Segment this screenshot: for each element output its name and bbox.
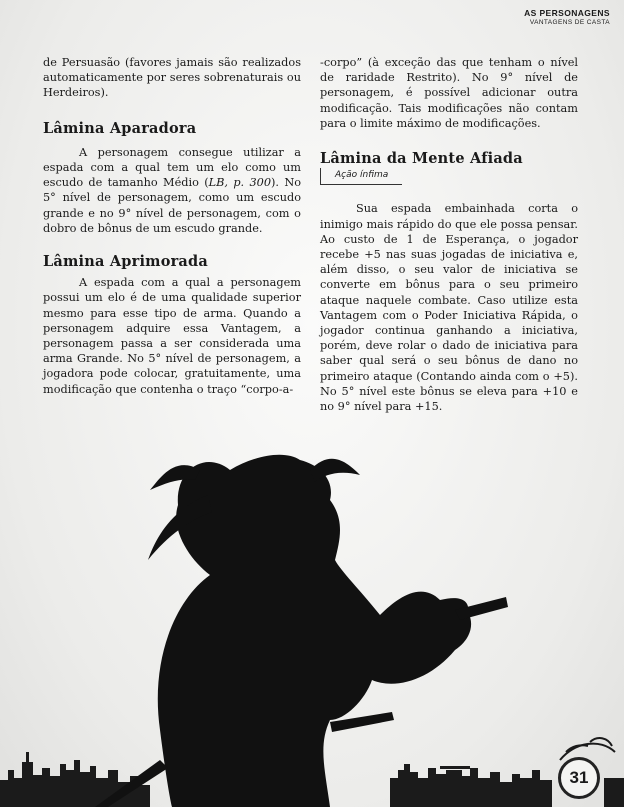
intro-paragraph: de Persuasão (favores jamais são realizados automaticamente por seres sobrenaturais ou Herdeiros). xyxy=(43,56,301,100)
section-title-lamina-mente-afiada: Lâmina da Mente Afiada xyxy=(320,150,523,168)
section-body-lamina-aparadora: A personagem consegue utilizar a espada com a qual tem um elo como um escudo de tamanho Médio (LB, p. 300). No 5° nível de personagem, como um escudo grande e no 9° nível de personagem, com o dobro de bônus de um escudo grande. xyxy=(43,145,302,235)
header-section-title: VANTAGENS DE CASTA xyxy=(529,19,610,26)
book-reference: LB, p. 300 xyxy=(208,176,272,190)
action-type-tag: Ação ínfima xyxy=(320,168,402,185)
dragon-emblem xyxy=(560,738,615,760)
section-body-lamina-aprimorada: A espada com a qual a personagem possui um elo é de uma qualidade superior mesmo para esse tipo de arma. Quando a personagem adquire essa Vantagem, a personagem passa a ser considerada uma arma Grande. No 5° nível de personagem, a jogadora pode colocar, gratuitamente, uma modificação que contenha o traço “corpo-a- xyxy=(43,276,301,396)
section-title-lamina-aparadora: Lâmina Aparadora xyxy=(43,119,197,137)
samurai-figure xyxy=(95,455,508,807)
continuation-paragraph: -corpo” (à exceção das que tenham o nível de raridade Restrito). No 9° nível de personagem, é possível adicionar outra modificação. Tais modificações não contam para o limite máximo de modificações. xyxy=(320,56,578,130)
page-number: 31 xyxy=(558,757,600,799)
header-chapter-title: AS PERSONAGENS xyxy=(524,8,610,18)
section-title-lamina-aprimorada: Lâmina Aprimorada xyxy=(43,253,208,271)
section-body-lamina-mente-afiada: Sua espada embainhada corta o inimigo mais rápido do que ele possa pensar. Ao custo de 1 de Esperança, o jogador recebe +5 nas suas jogadas de iniciativa e, além disso, o seu valor de iniciativa se converte em bônus para o seu primeiro ataque naquele combate. Caso utilize esta Vantagem com o Poder Iniciativa Rápida, o jogador continua ganhando a iniciativa, porém, deve rolar o dado de iniciativa para saber qual será o seu bônus de dano no primeiro ataque (Contando ainda com o +5). No 5° nível este bônus se eleva para +10 e no 9° nível para +15. xyxy=(320,202,578,414)
